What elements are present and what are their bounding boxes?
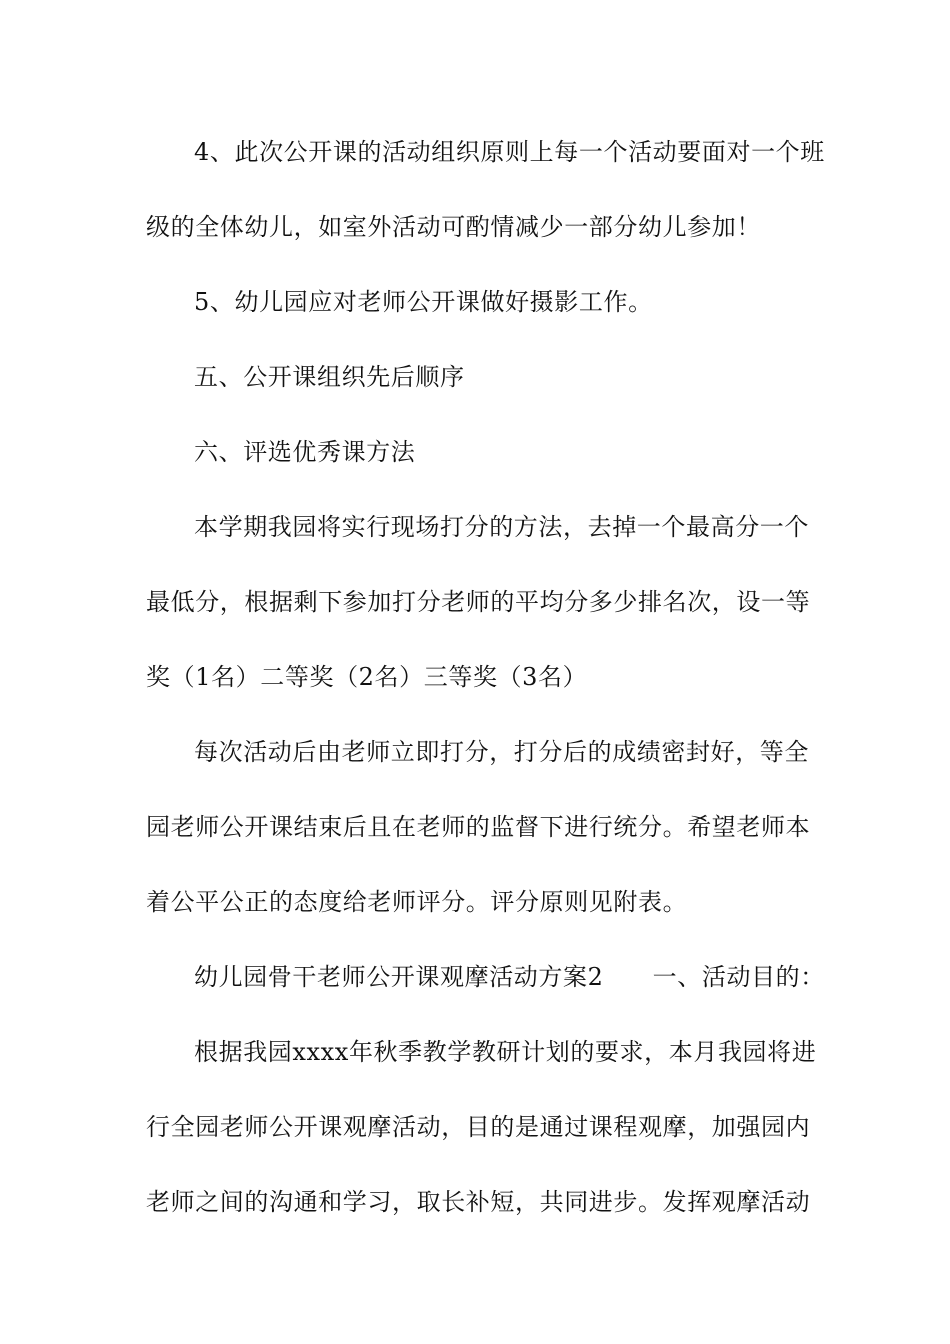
text-line-11: 着公平公正的态度给老师评分。评分原则见附表。	[146, 888, 688, 916]
text-line-12: 幼儿园骨干老师公开课观摩活动方案2 一、活动目的：	[194, 963, 825, 991]
text-line-10: 园老师公开课结束后且在老师的监督下进行统分。希望老师本	[146, 813, 811, 841]
text-line-14: 行全园老师公开课观摩活动，目的是通过课程观摩，加强园内	[146, 1113, 811, 1141]
text-line-13: 根据我园xxxx年秋季教学教研计划的要求，本月我园将进	[194, 1038, 817, 1066]
section-heading-6: 六、评选优秀课方法	[194, 438, 416, 466]
text-line-15: 老师之间的沟通和学习，取长补短，共同进步。发挥观摩活动	[146, 1188, 811, 1216]
text-line-3: 5、幼儿园应对老师公开课做好摄影工作。	[194, 288, 653, 316]
text-line-6: 本学期我园将实行现场打分的方法，去掉一个最高分一个	[194, 513, 809, 541]
text-line-8: 奖（1名）二等奖（2名）三等奖（3名）	[146, 663, 588, 691]
section-heading-5: 五、公开课组织先后顺序	[194, 363, 465, 391]
text-line-7: 最低分，根据剩下参加打分老师的平均分多少排名次，设一等	[146, 588, 811, 616]
text-line-1: 4、此次公开课的活动组织原则上每一个活动要面对一个班	[194, 138, 825, 166]
text-line-9: 每次活动后由老师立即打分，打分后的成绩密封好，等全	[194, 738, 809, 766]
text-line-2: 级的全体幼儿，如室外活动可酌情减少一部分幼儿参加！	[146, 213, 761, 241]
